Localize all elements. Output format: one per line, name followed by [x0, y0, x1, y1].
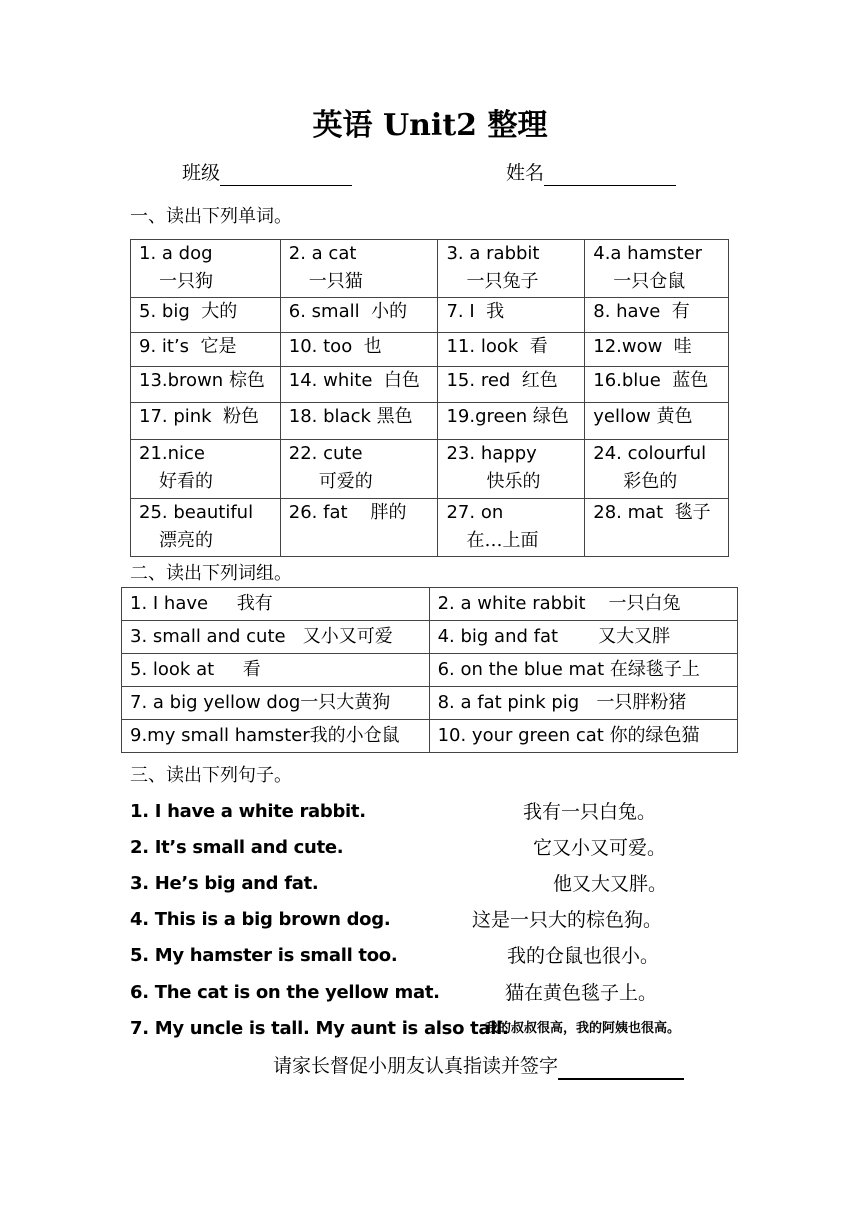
sentence-zh: 它又小又可爱。: [533, 837, 667, 859]
word-zh: 绿色: [532, 406, 569, 427]
word-zh: 一只兔子: [466, 271, 539, 292]
phrase-en: 1. I have: [130, 593, 209, 614]
word-zh: 棕色: [228, 370, 265, 391]
words-table: [130, 239, 729, 557]
parent-signature-line: [273, 1052, 684, 1080]
word-cell: [131, 440, 281, 499]
phrase-cell: [429, 687, 737, 720]
phrase-cell: [429, 621, 737, 654]
word-en: 4.a hamster: [593, 243, 703, 264]
word-cell: [585, 499, 729, 557]
word-en: 19.green: [446, 406, 528, 427]
word-en: 2. a cat: [288, 243, 357, 264]
word-en: 14. white: [288, 370, 373, 391]
word-zh: 粉色: [223, 406, 260, 427]
word-zh: 看: [529, 336, 548, 357]
word-cell: [280, 240, 438, 298]
word-cell: [280, 403, 438, 440]
word-zh: 白色: [383, 370, 420, 391]
word-en: 28. mat: [593, 502, 664, 523]
word-en: 1. a dog: [139, 243, 213, 264]
word-cell: [585, 240, 729, 298]
sentence-zh: 我的叔叔很高，我的阿姨也很高。: [485, 1021, 681, 1036]
word-en: 26. fat: [288, 502, 348, 523]
word-zh: 也: [363, 336, 382, 357]
sentence-en: 7. My uncle is tall. My aunt is also tall.: [130, 1018, 509, 1039]
phrase-cell: [122, 588, 430, 621]
word-cell: [280, 298, 438, 333]
class-label: 班级: [182, 162, 221, 184]
word-cell: [131, 298, 281, 333]
name-label: 姓名: [506, 162, 545, 184]
word-zh: 一只狗: [159, 271, 213, 292]
phrase-en: 9.my small hamster: [130, 725, 310, 746]
name-blank-line[interactable]: [544, 165, 676, 186]
word-cell: [131, 333, 281, 367]
class-blank-line[interactable]: [220, 165, 352, 186]
sentence-en: 3. He’s big and fat.: [130, 873, 319, 894]
word-zh: 快乐的: [486, 471, 541, 492]
word-zh: 黑色: [376, 406, 413, 427]
word-zh: 漂亮的: [159, 530, 213, 551]
word-en: 12.wow: [593, 336, 663, 357]
word-zh: 毯子: [674, 502, 711, 523]
word-cell: [585, 440, 729, 499]
phrase-en: 10. your green cat: [437, 725, 604, 746]
word-en: 25. beautiful: [139, 502, 254, 523]
word-en: 8. have: [593, 301, 661, 322]
word-en: 10. too: [288, 336, 353, 357]
word-zh: 胖的: [370, 502, 407, 523]
word-en: 6. small: [288, 301, 360, 322]
word-cell: [585, 298, 729, 333]
word-cell: [280, 333, 438, 367]
phrase-zh: 又大又胖: [598, 626, 671, 647]
phrase-cell: [429, 654, 737, 687]
section-1-heading: 一、读出下列单词。: [130, 206, 292, 227]
phrase-en: 3. small and cute: [130, 626, 286, 647]
sentence-en: 1. I have a white rabbit.: [130, 801, 366, 822]
word-cell: [438, 333, 585, 367]
word-zh: 黄色: [656, 406, 693, 427]
word-en: 3. a rabbit: [446, 243, 540, 264]
sentence-en: 6. The cat is on the yellow mat.: [130, 982, 440, 1003]
page-title: 英语 Unit2 整理: [312, 108, 548, 143]
phrases-table: [121, 587, 738, 753]
word-cell: [438, 240, 585, 298]
phrase-en: 4. big and fat: [437, 626, 559, 647]
word-en: 24. colourful: [593, 443, 707, 464]
phrase-zh: 我的小仓鼠: [309, 725, 400, 746]
phrase-cell: [122, 720, 430, 753]
word-en: 7. I: [446, 301, 475, 322]
word-en: 15. red: [446, 370, 511, 391]
word-cell: [280, 367, 438, 403]
word-en: 11. look: [446, 336, 519, 357]
phrase-en: 5. look at: [130, 659, 215, 680]
phrase-cell: [429, 720, 737, 753]
word-cell: [585, 333, 729, 367]
phrase-en: 2. a white rabbit: [437, 593, 586, 614]
phrase-zh: 在绿毯子上: [609, 659, 700, 680]
word-cell: [585, 403, 729, 440]
word-zh: 小的: [371, 301, 408, 322]
word-cell: [438, 440, 585, 499]
word-en: 16.blue: [593, 370, 661, 391]
word-zh: 哇: [673, 336, 692, 357]
word-cell: [131, 403, 281, 440]
word-zh: 彩色的: [623, 471, 678, 492]
word-en: 18. black: [288, 406, 371, 427]
word-cell: [585, 367, 729, 403]
word-cell: [438, 298, 585, 333]
word-en: yellow: [593, 406, 651, 427]
class-field: [182, 160, 352, 186]
phrase-cell: [429, 588, 737, 621]
phrase-zh: 我有: [236, 593, 273, 614]
word-cell: [280, 440, 438, 499]
word-cell: [438, 499, 585, 557]
word-zh: 大的: [201, 301, 238, 322]
section-2-heading: 二、读出下列词组。: [130, 563, 292, 584]
phrase-zh: 一只白兔: [608, 593, 681, 614]
word-cell: [131, 240, 281, 298]
word-zh: 一只猫: [308, 271, 363, 292]
word-en: 23. happy: [446, 443, 537, 464]
word-cell: [438, 367, 585, 403]
word-zh: 蓝色: [672, 370, 709, 391]
sentence-zh: 我的仓鼠也很小。: [507, 945, 660, 967]
word-en: 5. big: [139, 301, 190, 322]
word-zh: 一只仓鼠: [613, 271, 686, 292]
sentence-zh: 他又大又胖。: [553, 873, 668, 895]
word-zh: 红色: [521, 370, 558, 391]
word-cell: [131, 367, 281, 403]
signature-blank-line[interactable]: [558, 1058, 684, 1080]
word-en: 17. pink: [139, 406, 212, 427]
phrase-en: 7. a big yellow dog: [130, 692, 301, 713]
phrase-zh: 一只大黄狗: [300, 692, 391, 713]
section-3-heading: 三、读出下列句子。: [130, 765, 292, 786]
word-en: 9. it’s: [139, 336, 190, 357]
sentence-zh: 这是一只大的棕色狗。: [472, 909, 663, 931]
phrase-zh: 一只胖粉猪: [596, 692, 687, 713]
word-en: 22. cute: [288, 443, 363, 464]
word-zh: 我: [486, 301, 505, 322]
word-zh: 有: [671, 301, 690, 322]
phrase-cell: [122, 621, 430, 654]
word-en: 13.brown: [139, 370, 224, 391]
phrase-en: 8. a fat pink pig: [437, 692, 580, 713]
phrase-zh: 看: [242, 659, 261, 680]
word-cell: [280, 499, 438, 557]
phrase-cell: [122, 654, 430, 687]
sentence-en: 2. It’s small and cute.: [130, 837, 344, 858]
word-zh: 它是: [200, 336, 237, 357]
word-zh: 可爱的: [318, 471, 373, 492]
phrase-zh: 你的绿色猫: [609, 725, 700, 746]
sentence-zh: 猫在黄色毯子上。: [505, 982, 658, 1004]
name-field: [506, 160, 676, 186]
word-zh: 好看的: [159, 471, 213, 492]
phrase-zh: 又小又可爱: [302, 626, 393, 647]
sentence-zh: 我有一只白兔。: [523, 801, 657, 823]
sentence-en: 4. This is a big brown dog.: [130, 909, 391, 930]
word-en: 27. on: [446, 502, 504, 523]
phrase-cell: [122, 687, 430, 720]
word-cell: [438, 403, 585, 440]
sign-instruction: 请家长督促小朋友认真指读并签字: [273, 1055, 559, 1077]
sentence-en: 5. My hamster is small too.: [130, 945, 398, 966]
word-zh: 在…上面: [466, 530, 539, 551]
word-en: 21.nice: [139, 443, 206, 464]
word-cell: [131, 499, 281, 557]
phrase-en: 6. on the blue mat: [437, 659, 605, 680]
